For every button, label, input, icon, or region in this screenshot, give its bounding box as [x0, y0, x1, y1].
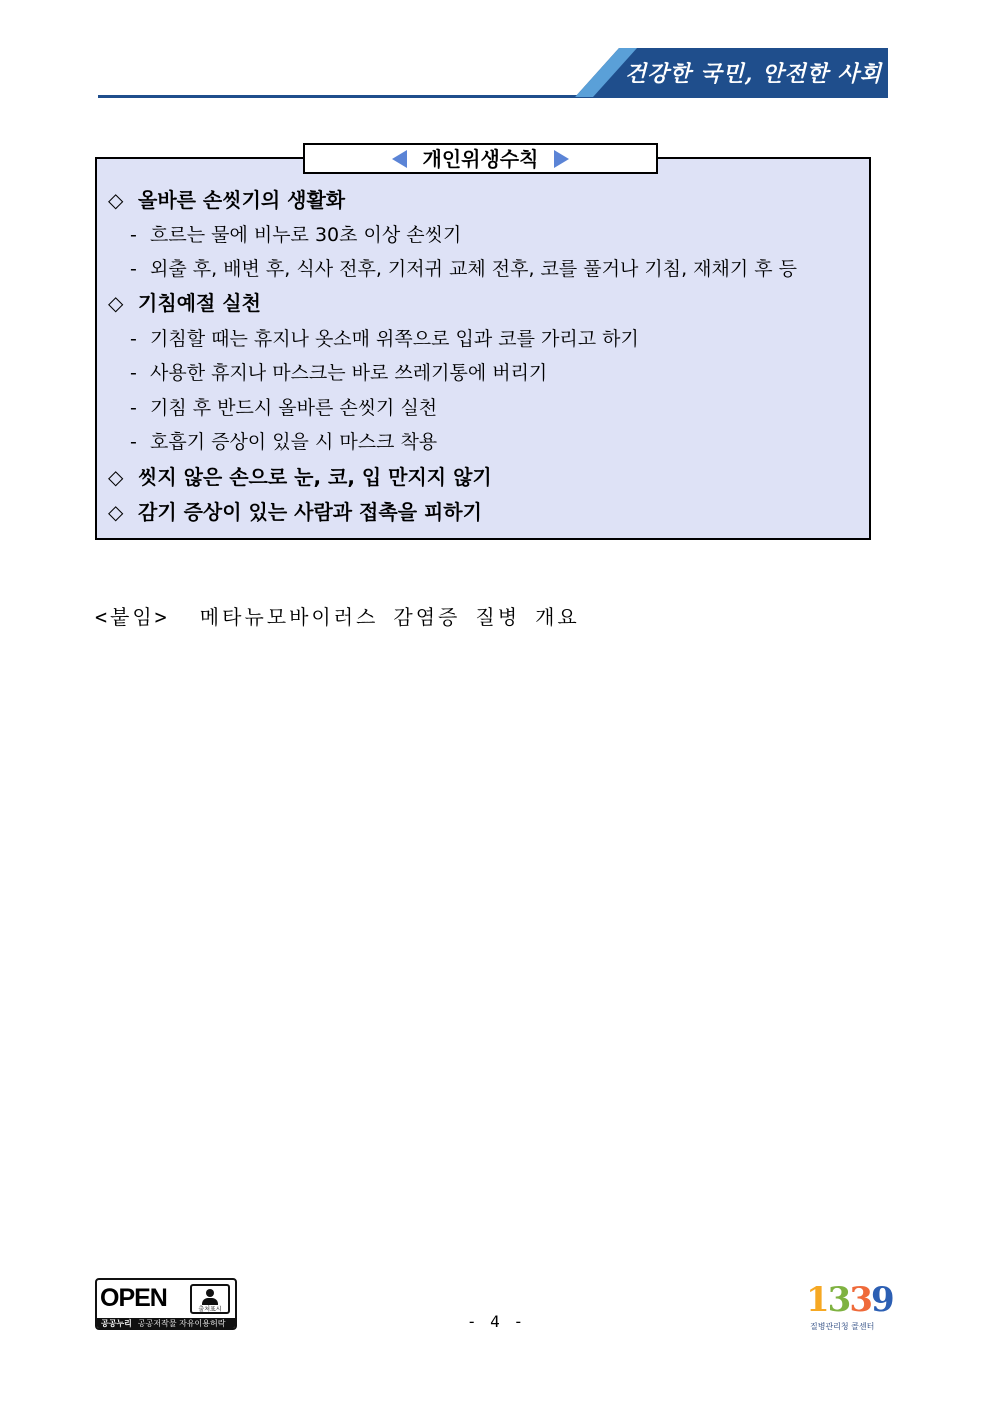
dash-bullet: - [130, 328, 137, 350]
rule-subitem-text: 기침 후 반드시 올바른 손씻기 실천 [150, 397, 438, 419]
rule-item [108, 497, 482, 527]
right-arrow-icon [554, 150, 569, 168]
open-strip-bold: 공공누리 [101, 1319, 132, 1328]
rule-subitem [130, 393, 437, 423]
dash-bullet: - [130, 431, 137, 453]
diamond-bullet-icon: ◇ [108, 188, 124, 212]
rule-subitem-text: 흐르는 물에 비누로 30초 이상 손씻기 [150, 224, 462, 246]
dash-bullet: - [130, 397, 137, 419]
rule-subitem [130, 254, 797, 284]
page-number: - 4 - [466, 1312, 526, 1331]
rule-text: 기침예절 실천 [138, 291, 261, 315]
header-slogan: 건강한 국민, 안전한 사회 [624, 61, 882, 87]
call-center-logo [806, 1280, 902, 1336]
hygiene-box-title [303, 143, 658, 174]
dash-bullet: - [130, 362, 137, 384]
kogl-open-logo [95, 1278, 237, 1330]
diamond-bullet-icon: ◇ [108, 500, 124, 524]
rule-text: 올바른 손씻기의 생활화 [138, 188, 346, 212]
rule-item [108, 288, 261, 318]
rule-subitem-text: 기침할 때는 휴지나 옷소매 위쪽으로 입과 코를 가리고 하기 [150, 328, 639, 350]
rule-item [108, 462, 492, 492]
dash-bullet: - [130, 224, 137, 246]
left-arrow-icon [392, 150, 407, 168]
rule-subitem-text: 사용한 휴지나 마스크는 바로 쓰레기통에 버리기 [150, 362, 548, 384]
hygiene-box-title-text: 개인위생수칙 [422, 146, 539, 171]
attribution-icon [190, 1284, 230, 1314]
rule-subitem-text: 호흡기 증상이 있을 시 마스크 착용 [150, 431, 438, 453]
badge-caption: 출처표시 [198, 1306, 222, 1313]
logo-digits: 1339 [806, 1280, 893, 1320]
attachment-heading: <붙임> 메타뉴모바이러스 감염증 질병 개요 [95, 605, 580, 629]
rule-subitem [130, 358, 547, 388]
rule-text: 감기 증상이 있는 사람과 접촉을 피하기 [138, 500, 482, 524]
rule-subitem [130, 220, 461, 250]
logo-caption: 질병관리청 콜센터 [810, 1322, 875, 1331]
rule-text: 씻지 않은 손으로 눈, 코, 입 만지지 않기 [138, 465, 492, 489]
open-word: OPEN [100, 1284, 167, 1312]
open-strip [97, 1318, 235, 1330]
rule-item [108, 185, 345, 215]
rule-subitem [130, 324, 639, 354]
open-strip-text: 공공저작물 자유이용허락 [137, 1319, 226, 1328]
rule-subitem-text: 외출 후, 배변 후, 식사 전후, 기저귀 교체 전후, 코를 풀거나 기침, 재채기 후 등 [150, 258, 798, 280]
diamond-bullet-icon: ◇ [108, 291, 124, 315]
diamond-bullet-icon: ◇ [108, 465, 124, 489]
rule-subitem [130, 427, 437, 457]
dash-bullet: - [130, 258, 137, 280]
